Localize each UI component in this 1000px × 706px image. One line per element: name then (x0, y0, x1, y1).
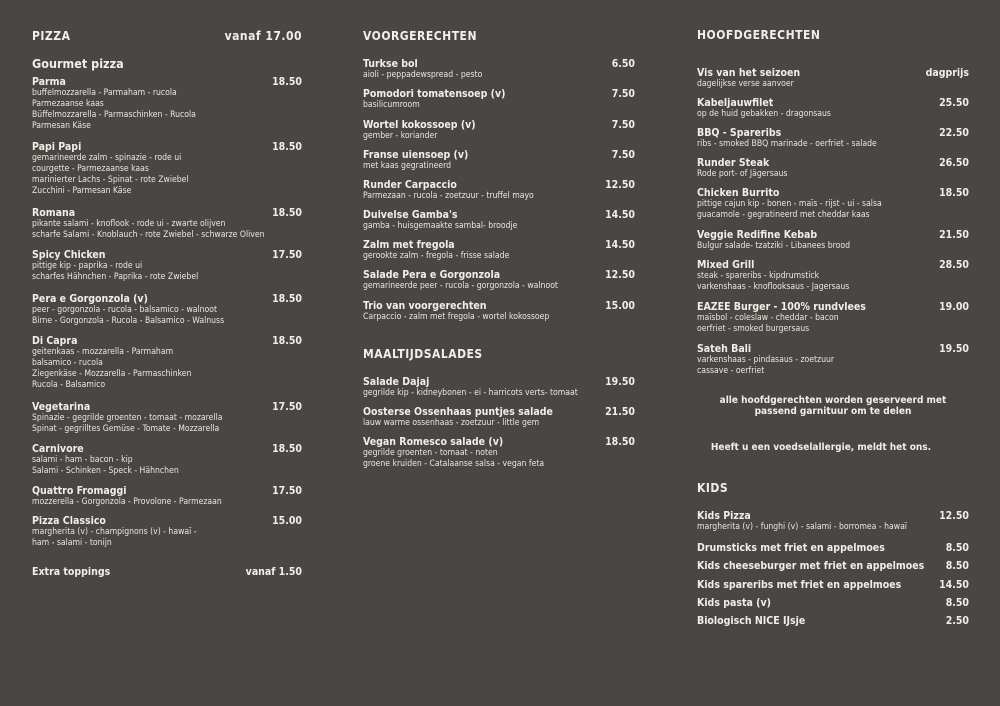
hoofdgerechten-title: HOOFDGERECHTEN (697, 28, 821, 42)
menu-item (363, 58, 635, 81)
menu-item-price: 18.50 (272, 141, 302, 153)
menu-item-description: op de huid gebakken - dragonsaus (697, 109, 831, 119)
menu-item-price: 2.50 (945, 615, 969, 627)
menu-item (697, 229, 969, 252)
pizza-title: PIZZA (32, 29, 71, 43)
maaltijdsalades-title: MAALTIJDSALADES (363, 347, 483, 361)
menu-item-name: Franse uiensoep (v) (363, 149, 469, 161)
menu-item (32, 249, 302, 283)
menu-item-header (697, 229, 969, 241)
menu-item-price: 19.50 (605, 376, 635, 388)
menu-item-header (697, 579, 969, 591)
menu-item-price: 15.00 (605, 300, 635, 312)
menu-item (697, 615, 969, 627)
menu-item-name: Drumsticks met friet en appelmoes (697, 542, 885, 554)
menu-item-name: Kids cheeseburger met friet en appelmoes (697, 560, 925, 572)
menu-item (697, 67, 969, 90)
menu-item-description: gember - koriander (363, 131, 438, 141)
menu-item-price: 18.50 (272, 207, 302, 219)
menu-item-description: gegrilde groenten - tomaat - noten (363, 448, 498, 458)
menu-item-header (697, 343, 969, 355)
menu-item-name: Pera e Gorgonzola (v) (32, 293, 148, 305)
menu-item-description: Spinat - gegrilltes Gemüse - Tomate - Mozzarella (32, 424, 220, 434)
menu-item (363, 119, 635, 142)
menu-item-description: Ziegenkäse - Mozzarella - Parmaschinken (32, 369, 192, 379)
extra-toppings-price: vanaf 1.50 (245, 566, 302, 578)
menu-item (697, 560, 969, 572)
menu-item-header (363, 239, 635, 251)
menu-item-name: Wortel kokossoep (v) (363, 119, 476, 131)
menu-item-price: 19.50 (939, 343, 969, 355)
menu-item-description: Birne - Gorgonzola - Rucola - Balsamico - Walnuss (32, 316, 225, 326)
menu-item-name: Pizza Classico (32, 515, 106, 527)
menu-item (697, 510, 969, 533)
menu-item-header (363, 376, 635, 388)
menu-item-header (363, 58, 635, 70)
menu-item-name: Turkse bol (363, 58, 418, 70)
menu-item-price: 18.50 (272, 293, 302, 305)
menu-item-name: Chicken Burrito (697, 187, 780, 199)
menu-item-header (363, 300, 635, 312)
menu-item-name: Spicy Chicken (32, 249, 106, 261)
menu-item-description: Zucchini - Parmesan Käse (32, 186, 132, 196)
menu-item-header (32, 76, 302, 88)
menu-item-price: 8.50 (945, 597, 969, 609)
menu-item-name: Mixed Grill (697, 259, 755, 271)
menu-item-price: 25.50 (939, 97, 969, 109)
menu-item-description: Büffelmozzarella - Parmaschinken - Rucola (32, 110, 196, 120)
menu-item-description: cassave - oerfriet (697, 366, 765, 376)
menu-item-description: aioli - peppadewspread - pesto (363, 70, 483, 80)
menu-item-price: 14.50 (939, 579, 969, 591)
menu-item-description: Bulgur salade- tzatziki - Libanees brood (697, 241, 851, 251)
menu-item-header (363, 436, 635, 448)
menu-item-header (697, 301, 969, 313)
menu-item-name: Parma (32, 76, 66, 88)
menu-item-price: 18.50 (272, 76, 302, 88)
gourmet-pizza-title: Gourmet pizza (32, 56, 124, 71)
menu-item-header (363, 149, 635, 161)
menu-item-name: Di Capra (32, 335, 78, 347)
menu-item (363, 179, 635, 202)
menu-item-header (697, 97, 969, 109)
menu-item-description: steak - spareribs - kipdrumstick (697, 271, 820, 281)
menu-item (697, 127, 969, 150)
menu-item (32, 207, 302, 241)
menu-item-header (363, 406, 635, 418)
menu-item-price: 7.50 (611, 88, 635, 100)
menu-item-description: guacamole - gegratineerd met cheddar kaas (697, 210, 870, 220)
menu-item-header (697, 615, 969, 627)
menu-item-header (697, 67, 969, 79)
menu-item-name: Runder Steak (697, 157, 770, 169)
menu-item-header (32, 293, 302, 305)
menu-item-description: gegrilde kip - kidneybonen - ei - harricots verts- tomaat (363, 388, 578, 398)
menu-item-header (32, 401, 302, 413)
menu-item-description: scharfes Hähnchen - Paprika - rote Zwiebel (32, 272, 199, 282)
menu-item-price: 18.50 (605, 436, 635, 448)
menu-item-header (363, 88, 635, 100)
menu-item (363, 88, 635, 111)
menu-item-header (363, 269, 635, 281)
menu-item-name: Kabeljauwfilet (697, 97, 774, 109)
menu-item-header (363, 209, 635, 221)
menu-item-name: Sateh Bali (697, 343, 752, 355)
menu-item-header (363, 179, 635, 191)
menu-item-description: ham - salami - tonijn (32, 538, 112, 548)
menu-item-header (32, 141, 302, 153)
menu-item-description: mozzerella - Gorgonzola - Provolone - Parmezaan (32, 497, 222, 507)
menu-item-name: Runder Carpaccio (363, 179, 457, 191)
menu-item-header (697, 187, 969, 199)
menu-item-header (32, 443, 302, 455)
menu-item-name: Quattro Fromaggi (32, 485, 127, 497)
menu-item-name: EAZEE Burger - 100% rundvlees (697, 301, 866, 313)
menu-item (363, 149, 635, 172)
menu-item-price: 22.50 (939, 127, 969, 139)
menu-item-description: peer - gorgonzola - rucola - balsamico - walnoot (32, 305, 218, 315)
menu-item-description: scharfe Salami - Knoblauch - rote Zwiebel - schwarze Oliven (32, 230, 265, 240)
menu-item (32, 485, 302, 508)
menu-item-description: pikante salami - knoflook - rode ui - zwarte olijven (32, 219, 226, 229)
menu-item-description: groene kruiden - Catalaanse salsa - vegan feta (363, 459, 545, 469)
menu-item-name: Kids spareribs met friet en appelmoes (697, 579, 902, 591)
menu-item-description: gemarineerde peer - rucola - gorgonzola - walnoot (363, 281, 558, 291)
menu-item-name: Trio van voorgerechten (363, 300, 487, 312)
menu-item-name: Vegetarina (32, 401, 91, 413)
pizza-price-label: vanaf 17.00 (224, 29, 302, 43)
menu-item (32, 401, 302, 435)
menu-item (363, 269, 635, 292)
menu-item-description: marinierter Lachs - Spinat - rote Zwiebel (32, 175, 189, 185)
menu-item (363, 376, 635, 399)
menu-item (363, 209, 635, 232)
menu-item-price: 6.50 (611, 58, 635, 70)
menu-item-description: varkenshaas - knoflooksaus - Jagersaus (697, 282, 850, 292)
menu-item-description: Parmesan Käse (32, 121, 91, 131)
menu-item-price: 17.50 (272, 249, 302, 261)
menu-item-header (697, 510, 969, 522)
menu-item (363, 406, 635, 429)
menu-item-price: 17.50 (272, 485, 302, 497)
menu-item (697, 187, 969, 221)
menu-item-name: Duivelse Gamba's (363, 209, 458, 221)
menu-item-description: Parmezaan - rucola - zoetzuur - truffel mayo (363, 191, 534, 201)
menu-item-price: 14.50 (605, 209, 635, 221)
menu-item-description: salami - ham - bacon - kip (32, 455, 133, 465)
menu-item-name: Papi Papi (32, 141, 82, 153)
menu-item-header (32, 485, 302, 497)
menu-item-header (697, 597, 969, 609)
menu-item-price: dagprijs (925, 67, 969, 79)
menu-item-description: oerfriet - smoked burgersaus (697, 324, 810, 334)
voorgerechten-title: VOORGERECHTEN (363, 29, 477, 43)
menu-item-price: 15.00 (272, 515, 302, 527)
menu-item-description: geitenkaas - mozzarella - Parmaham (32, 347, 174, 357)
menu-item-description: margherita (v) - funghi (v) - salami - borromea - hawaï (697, 522, 907, 532)
menu-item-name: Kids pasta (v) (697, 597, 771, 609)
menu-item-price: 18.50 (272, 443, 302, 455)
menu-item-name: Salade Pera e Gorgonzola (363, 269, 501, 281)
menu-item-name: Romana (32, 207, 76, 219)
menu-item-description: Rucola - Balsamico (32, 380, 106, 390)
menu-item-description: Spinazie - gegrilde groenten - tomaat - mozarella (32, 413, 223, 423)
menu-item-description: Carpaccio - zalm met fregola - wortel kokossoep (363, 312, 550, 322)
menu-item-name: Salade Dajaj (363, 376, 430, 388)
menu-item (363, 239, 635, 262)
menu-item-name: Biologisch NICE IJsje (697, 615, 806, 627)
menu-item-description: varkenshaas - pindasaus - zoetzuur (697, 355, 835, 365)
menu-item-name: Carnivore (32, 443, 84, 455)
menu-item-description: balsamico - rucola (32, 358, 103, 368)
menu-item-price: 17.50 (272, 401, 302, 413)
menu-item-price: 26.50 (939, 157, 969, 169)
menu-item-price: 8.50 (945, 560, 969, 572)
menu-item-price: 21.50 (605, 406, 635, 418)
menu-item-price: 19.00 (939, 301, 969, 313)
menu-item-description: gamba - huisgemaakte sambal- broodje (363, 221, 518, 231)
menu-item-description: basilicumroom (363, 100, 420, 110)
menu-item-price: 14.50 (605, 239, 635, 251)
menu-item-price: 7.50 (611, 149, 635, 161)
menu-item (697, 157, 969, 180)
menu-item-name: Pomodori tomatensoep (v) (363, 88, 506, 100)
menu-item-header (32, 249, 302, 261)
menu-item-name: Zalm met fregola (363, 239, 455, 251)
menu-item (697, 343, 969, 377)
menu-item-header (32, 515, 302, 527)
menu-item-description: dagelijkse verse aanvoer (697, 79, 794, 89)
menu-item-header (697, 259, 969, 271)
menu-item-description: met kaas gegratineerd (363, 161, 452, 171)
menu-item-price: 12.50 (939, 510, 969, 522)
menu-item-description: lauw warme ossenhaas - zoetzuur - little gem (363, 418, 540, 428)
menu-item-header (697, 157, 969, 169)
menu-item-description: maïsbol - coleslaw - cheddar - bacon (697, 313, 839, 323)
menu-item-description: courgette - Parmezaanse kaas (32, 164, 149, 174)
menu-item-price: 21.50 (939, 229, 969, 241)
menu-item (32, 515, 302, 549)
menu-item-description: Salami - Schinken - Speck - Hähnchen (32, 466, 179, 476)
menu-item (697, 97, 969, 120)
menu-item-name: Kids Pizza (697, 510, 751, 522)
menu-item-header (697, 560, 969, 572)
garnish-note-line: passend garnituur om te delen (754, 406, 912, 417)
menu-item-description: gerookte zalm - fregola - frisse salade (363, 251, 510, 261)
menu-item-price: 28.50 (939, 259, 969, 271)
kids-title: KIDS (697, 481, 729, 495)
menu-item-description: gemarineerde zalm - spinazie - rode ui (32, 153, 182, 163)
extra-toppings-label: Extra toppings (32, 566, 111, 578)
menu-item (32, 293, 302, 327)
menu-item (363, 436, 635, 470)
menu-item-description: Rode port- of Jägersaus (697, 169, 788, 179)
menu-item-header (32, 335, 302, 347)
garnish-note (697, 395, 969, 417)
menu-item (32, 76, 302, 132)
menu-item-price: 18.50 (272, 335, 302, 347)
menu-item (32, 443, 302, 477)
extra-toppings (32, 566, 302, 578)
menu-item-price: 18.50 (939, 187, 969, 199)
menu-item-name: Veggie Redifine Kebab (697, 229, 818, 241)
menu-item (697, 259, 969, 293)
menu-item-name: Oosterse Ossenhaas puntjes salade (363, 406, 553, 418)
menu-item-header (697, 127, 969, 139)
menu-item-description: pittige cajun kip - bonen - maïs - rijst - ui - salsa (697, 199, 882, 209)
menu-item (697, 301, 969, 335)
pizza-header (32, 29, 302, 43)
menu-item (697, 597, 969, 609)
menu-item-description: margherita (v) - champignons (v) - hawaï - (32, 527, 197, 537)
menu-item (697, 579, 969, 591)
menu-item (32, 141, 302, 197)
menu-item-price: 8.50 (945, 542, 969, 554)
garnish-note-line: alle hoofdgerechten worden geserveerd met (719, 395, 947, 406)
menu-item-name: BBQ - Spareribs (697, 127, 782, 139)
menu-item-price: 7.50 (611, 119, 635, 131)
allergy-note: Heeft u een voedselallergie, meldt het ons. (710, 442, 932, 453)
menu-item-header (32, 207, 302, 219)
menu-item (697, 542, 969, 554)
menu-item-name: Vegan Romesco salade (v) (363, 436, 504, 448)
menu-item-name: Vis van het seizoen (697, 67, 801, 79)
menu-item (32, 335, 302, 391)
menu-item-price: 12.50 (605, 179, 635, 191)
menu-item-header (697, 542, 969, 554)
menu-item-header (363, 119, 635, 131)
menu-item (363, 300, 635, 323)
menu-item-description: buffelmozzarella - Parmaham - rucola (32, 88, 177, 98)
menu-item-price: 12.50 (605, 269, 635, 281)
menu-item-description: Parmezaanse kaas (32, 99, 104, 109)
menu-item-description: pittige kip - paprika - rode ui (32, 261, 143, 271)
menu-item-description: ribs - smoked BBQ marinade - oerfriet - salade (697, 139, 877, 149)
